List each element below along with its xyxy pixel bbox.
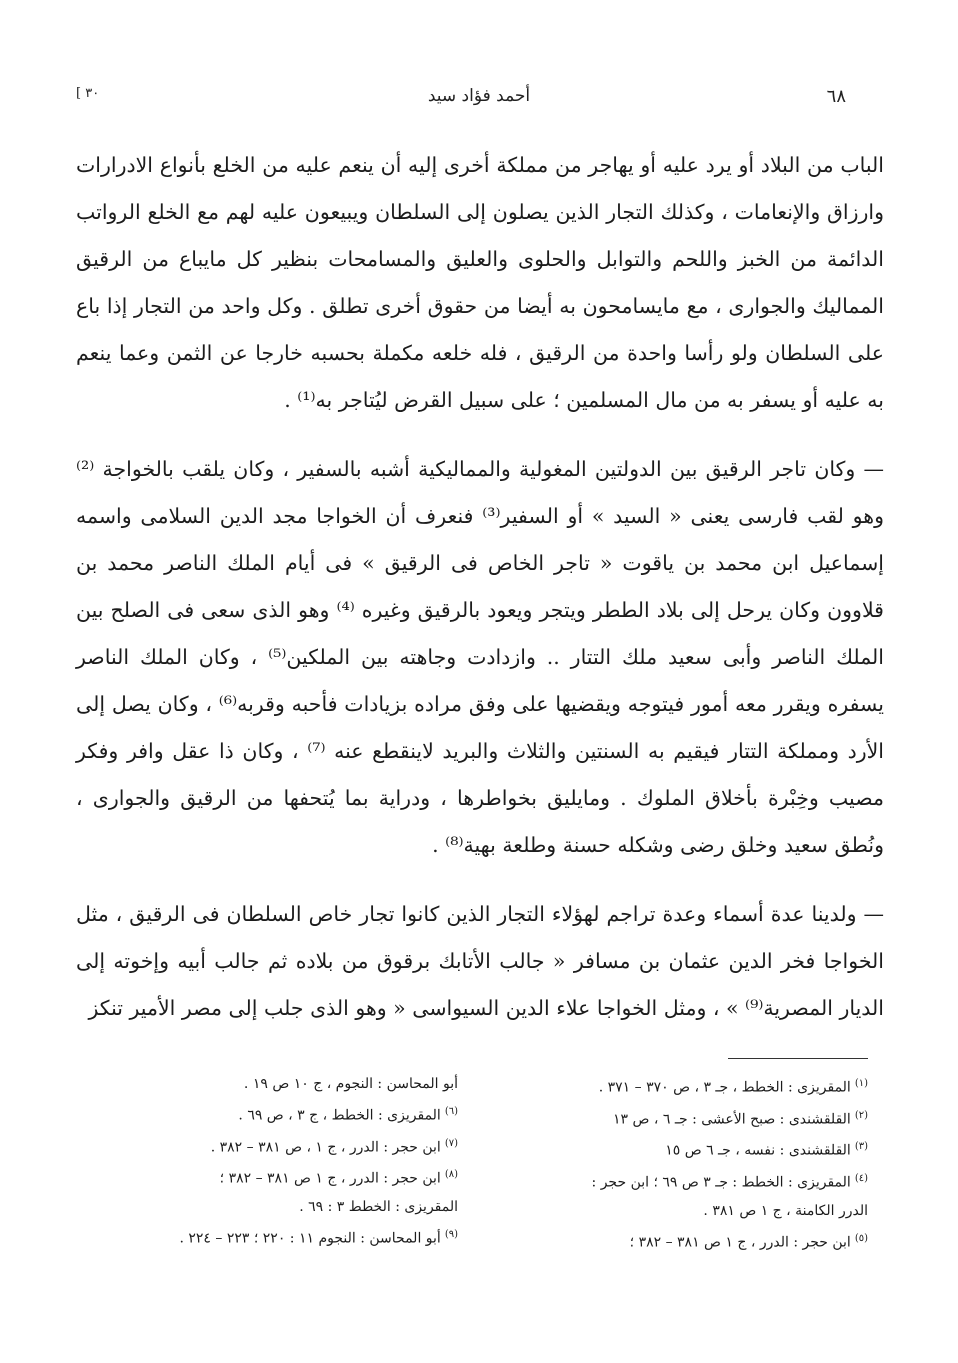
footnote-separator	[728, 1058, 868, 1059]
footnote-9: $^{(٩)}$أبو المحاسن : النجوم ١١ : ٢٢٠ ؛ ٢٢٣ – ٢٢٤ .	[179, 1228, 458, 1247]
footnote-4-continued: الدرر الكامنة ، ج ١ ص ٣٨١ .	[703, 1202, 868, 1219]
footnote-5-continued: أبو المحاسن : النجوم ، ج ١٠ ص ١٩ .	[243, 1076, 458, 1092]
footnote-4: $^{(٤)}$المقريزى : الخطط : جـ ٣ ص ٦٩ ؛ ابن حجر :	[591, 1172, 868, 1191]
page-number: ٦٨	[826, 86, 846, 107]
paragraph-2: — وكان تاجر الرقيق بين الدولتين المغولية والمماليكية أشبه بالسفير ، وكان يلقب بالخواجة ⁽²⁾ وهو لقب فارسى يعنى « السيد » أو السفير⁽³⁾ فنعرف أن الخواجا مجد الدين السلامى واسمه إسماعيل ابن محمد بن ياقوت « تاجر الخاص فى الرقيق » فى أيام الملك الناصر محمد بن قلاوون وكان يرحل إلى بلاد الططر ويتجر ويعود بالرقيق وغيره ⁽⁴⁾ وهو الذى سعى فى الصلح بين الملك الناصر وأبى سعيد ملك التتار .. وازدادت وجاهته بين الملكين⁽⁵⁾ ، وكان الملك الناصر يسفره ويقرر معه أمور فيتوجه ويقضيها على وفق مراده بزيادات فأحبه وقربه⁽⁶⁾ ، وكان يصل إلى الأرد ومملكة التتار فيقيم به السنتين والثلاث والبريد لاينقطع عنه ⁽⁷⁾ ، وكان ذا عقل وافر وفكر مصيب وخِبْرة بأخلاق الملوك . ومايليق بخواطرها ، ودراية بما يُتحفها من الرقيق والجوارى ، ونُطق سعيد وخلق رضى وشكله حسنة وطلعة بهية⁽⁸⁾ .	[76, 457, 884, 857]
running-header-author: أحمد فؤاد سيد	[427, 86, 531, 106]
main-text	[76, 142, 884, 1032]
footnote-7: $^{(٧)}$ابن حجر : الدرر ، ج ١ ، ص ٣٨١ – ٣٨٢ .	[210, 1137, 458, 1156]
footnotes-left-column	[73, 1070, 458, 1253]
paragraph-3: — ولدينا عدة أسماء وعدة تراجم لهؤلاء التجار الذين كانوا تجار خاص السلطان فى الرقيق ، مثل الخواجا فخر الدين عثمان بن مسافر « جالب الأتابك برقوق من بلاده ثم جالب أبيه وإخوته إلى الديار المصرية⁽⁹⁾ » ، ومثل الخواجا علاء الدين السيواسى « وهو الذى جلب إلى مصر الأمير تنكز	[76, 902, 884, 1020]
footnote-5: $^{(٥)}$ابن حجر : الدرر ، ج ١ ص ٣٨١ – ٣٨٢ ؛	[629, 1232, 868, 1251]
paragraph-1: الباب من البلاد أو يرد عليه أو يهاجر من مملكة أخرى إليه أن ينعم عليه من الخلع بأنواع الادرارات وارزاق والإنعامات ، وكذلك التجار الذين يصلون إلى السلطان ويبيعون عليه لهم مع الخلع الرواتب الدائمة من الخبز واللحم والتوابل والحلوى والعليق والمسامحات بنظير كل مايباع من الرقيق المماليك والجوارى ، مع مايسامحون به أيضا من حقوق أخرى تطلق . وكل واحد من التجار إذا باع على السلطان ولو رأسا واحدة من الرقيق ، فله خلعه مكملة بحسبه خارجا عن الثمن وعما ينعم به عليه أو يسفر به من مال المسلمين ؛ على سبيل القرض ليُتاجر به⁽¹⁾ .	[76, 153, 884, 412]
running-header-section-mark: [ ٣٠	[76, 86, 100, 101]
footnote-8: $^{(٨)}$ابن حجر : الدرر ، ج ١ ص ٣٨١ – ٣٨٢ ؛	[219, 1169, 458, 1187]
footnote-2: $^{(٢)}$القلقشندى : صبح الأعشى : جـ ٦ ، ص ١٣	[613, 1109, 868, 1128]
footnote-8-continued: المقريزى : الخطط ٣ : ٦٩ .	[299, 1198, 458, 1215]
footnotes-right-column	[488, 1070, 868, 1256]
footnote-6: $^{(٦)}$المقريزى : الخطط ، ج ٣ ، ص ٦٩ .	[238, 1106, 458, 1124]
footnote-1: $^{(١)}$المقريزى : الخطط ، جـ ٣ ، ص ٣٧٠ – ٣٧١ .	[598, 1078, 868, 1096]
footnote-3: $^{(٣)}$القلقشندى : نفسه ، جـ ٦ ص ١٥	[665, 1141, 868, 1159]
